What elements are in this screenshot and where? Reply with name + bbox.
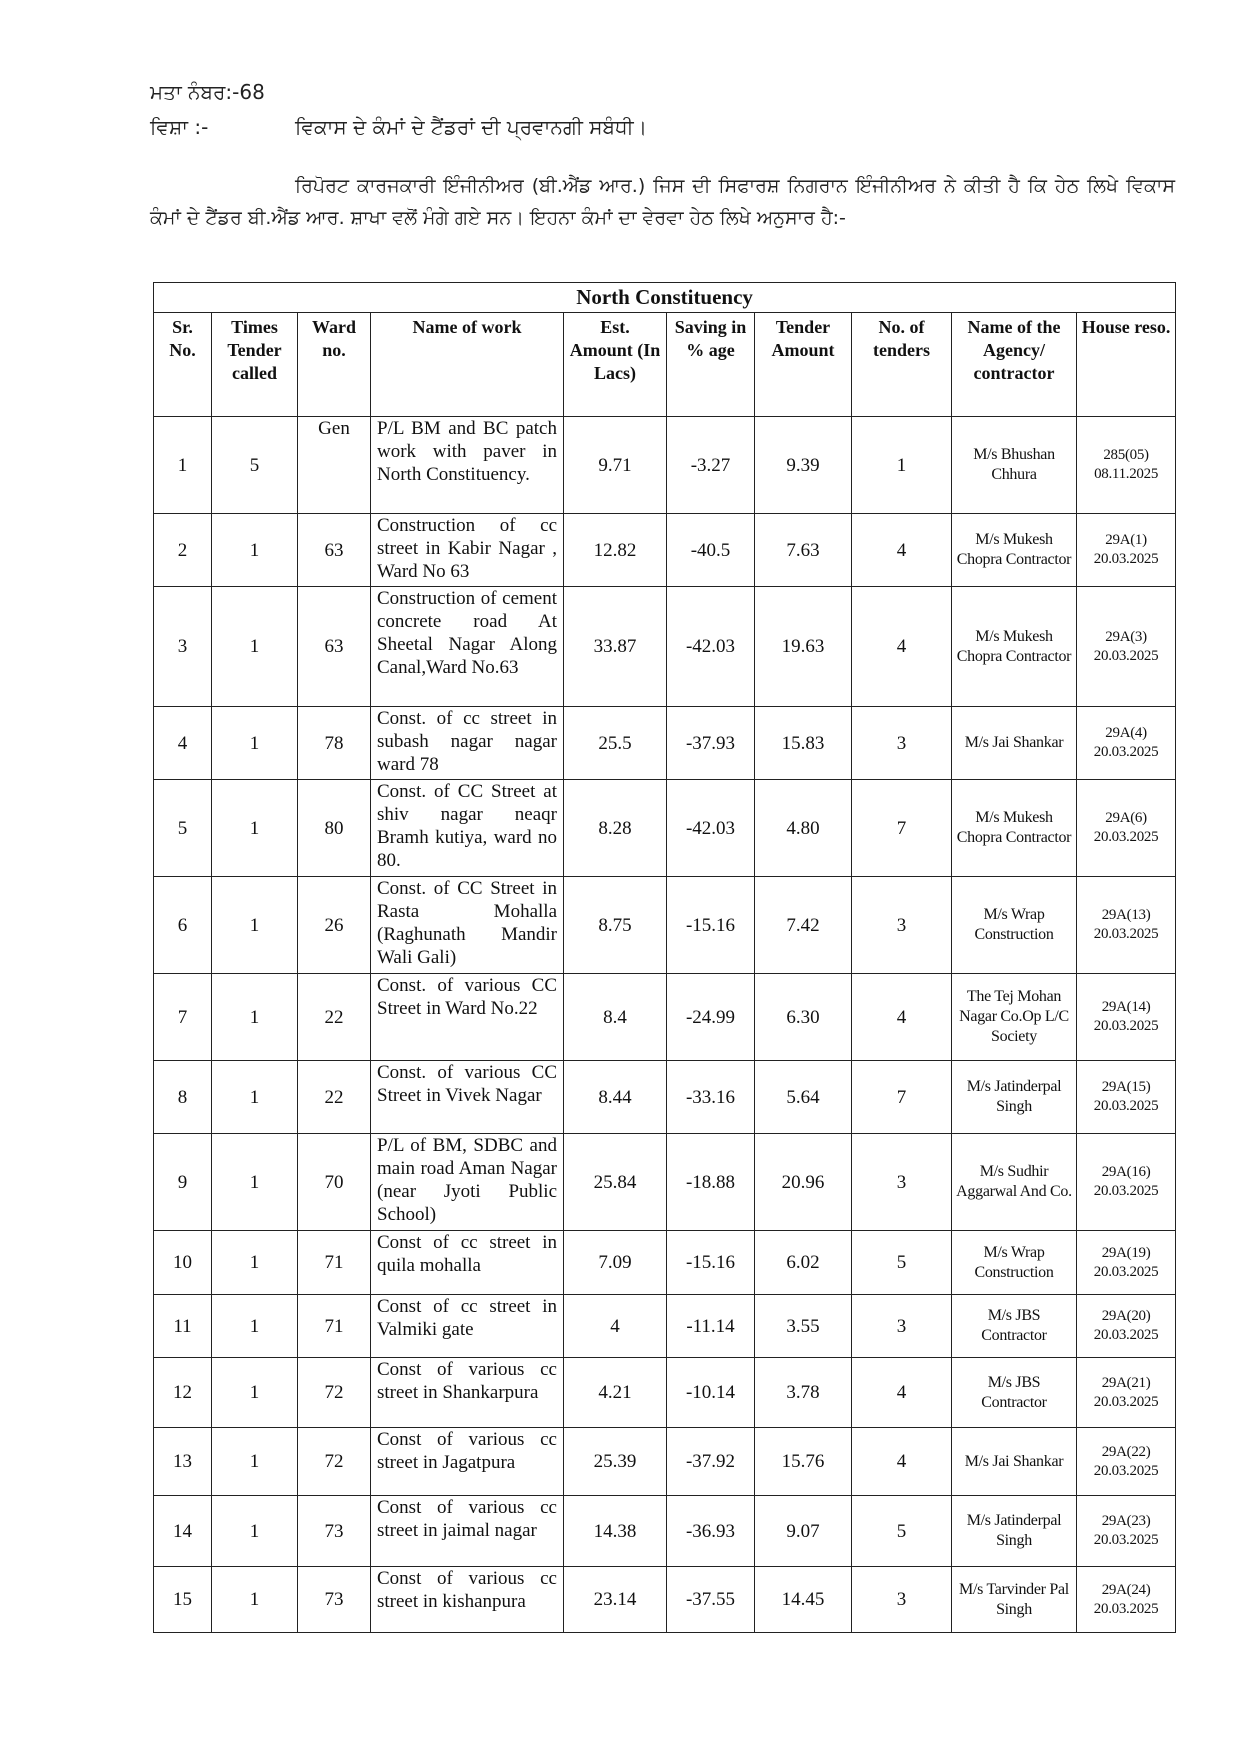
reso-number: 29A(19)	[1101, 1244, 1151, 1261]
cell-saving: -42.03	[667, 587, 755, 707]
cell-house-reso	[1077, 1295, 1176, 1358]
cell-name-of-work: Const. of various CC Street in Vivek Nagar	[371, 1061, 564, 1134]
cell-sr-no: 14	[154, 1496, 212, 1567]
cell-tender-amount: 19.63	[755, 587, 852, 707]
cell-est-amount: 9.71	[564, 417, 667, 514]
reso-number: 29A(13)	[1101, 907, 1151, 923]
cell-agency: M/s Bhushan Chhura	[952, 417, 1077, 514]
cell-est-amount: 4	[564, 1295, 667, 1358]
table-row	[154, 514, 1176, 587]
reso-number: 29A(21)	[1101, 1374, 1151, 1391]
table-row	[154, 1358, 1176, 1428]
cell-name-of-work: Const. of cc street in subash nagar nagar ward 78	[371, 707, 564, 780]
cell-saving: -42.03	[667, 780, 755, 877]
cell-est-amount: 25.84	[564, 1134, 667, 1231]
reso-date: 20.03.2025	[1093, 1018, 1159, 1034]
reso-number: 29A(16)	[1101, 1164, 1151, 1180]
cell-ward-no: 63	[298, 514, 371, 587]
table-row	[154, 1061, 1176, 1134]
cell-name-of-work: Const of cc street in Valmiki gate	[371, 1295, 564, 1358]
cell-times-tender-called: 1	[212, 587, 298, 707]
cell-no-of-tenders: 3	[852, 877, 952, 974]
reso-date: 20.03.2025	[1093, 1327, 1159, 1343]
col-header-ward-no: Ward no.	[298, 313, 371, 417]
cell-name-of-work: Const. of CC Street in Rasta Mohalla (Raghunath Mandir Wali Gali)	[371, 877, 564, 974]
cell-no-of-tenders: 7	[852, 1061, 952, 1134]
reso-date: 20.03.2025	[1093, 1532, 1159, 1548]
cell-times-tender-called: 1	[212, 1496, 298, 1567]
reso-number: 29A(24)	[1101, 1581, 1151, 1598]
cell-name-of-work: Const of various cc street in jaimal nagar	[371, 1496, 564, 1567]
cell-name-of-work: Const. of CC Street at shiv nagar neaqr Bramh kutiya, ward no 80.	[371, 780, 564, 877]
reso-number: 29A(14)	[1101, 999, 1151, 1015]
table-row	[154, 1567, 1176, 1633]
cell-saving: -11.14	[667, 1295, 755, 1358]
reso-number: 29A(20)	[1101, 1308, 1151, 1324]
cell-name-of-work: Const of various cc street in Jagatpura	[371, 1428, 564, 1496]
cell-name-of-work: Construction of cc street in Kabir Nagar , Ward No 63	[371, 514, 564, 587]
cell-sr-no: 15	[154, 1567, 212, 1633]
cell-saving: -37.92	[667, 1428, 755, 1496]
cell-no-of-tenders: 4	[852, 1428, 952, 1496]
cell-est-amount: 8.28	[564, 780, 667, 877]
cell-agency: M/s Mukesh Chopra Contractor	[952, 780, 1077, 877]
cell-name-of-work: P/L BM and BC patch work with paver in North Constituency.	[371, 417, 564, 514]
table-row	[154, 587, 1176, 707]
reso-number: 285(05)	[1103, 447, 1149, 463]
table-row	[154, 1231, 1176, 1295]
reso-number: 29A(4)	[1105, 725, 1147, 741]
cell-house-reso	[1077, 587, 1176, 707]
table-row	[154, 780, 1176, 877]
table-row	[154, 1428, 1176, 1496]
cell-house-reso	[1077, 1358, 1176, 1428]
cell-saving: -37.55	[667, 1567, 755, 1633]
report-paragraph: ਰਿਪੋਰਟ ਕਾਰਜਕਾਰੀ ਇੰਜੀਨੀਅਰ (ਬੀ.ਐਂਡ ਆਰ.) ਜਿਸ ਦੀ ਸਿਫਾਰਸ਼ ਨਿਗਰਾਨ ਇੰਜੀਨੀਅਰ ਨੇ ਕੀਤੀ ਹੈ ਕਿ ਹੇਠ ਲਿਖੇ ਵਿਕਾਸ ਕੰਮਾਂ ਦੇ ਟੈਂਡਰ ਬੀ.ਐਂਡ ਆਰ. ਸ਼ਾਖਾ ਵਲੋਂ ਮੰਗੇ ਗਏ ਸਨ। ਇਹਨਾ ਕੰਮਾਂ ਦਾ ਵੇਰਵਾ ਹੇਠ ਲਿਖੇ ਅਨੁਸਾਰ ਹੈ:-	[150, 175, 1175, 229]
cell-tender-amount: 15.76	[755, 1428, 852, 1496]
col-header-tender-amount: Tender Amount	[755, 313, 852, 417]
table-title: North Constituency	[154, 283, 1176, 313]
cell-times-tender-called: 1	[212, 1295, 298, 1358]
cell-tender-amount: 6.30	[755, 974, 852, 1061]
reso-date: 20.03.2025	[1093, 551, 1159, 567]
cell-house-reso	[1077, 514, 1176, 587]
cell-agency: M/s Mukesh Chopra Contractor	[952, 587, 1077, 707]
cell-est-amount: 4.21	[564, 1358, 667, 1428]
cell-name-of-work: Const of cc street in quila mohalla	[371, 1231, 564, 1295]
cell-house-reso	[1077, 1567, 1176, 1633]
cell-sr-no: 1	[154, 417, 212, 514]
cell-saving: -24.99	[667, 974, 755, 1061]
cell-ward-no: 71	[298, 1231, 371, 1295]
cell-tender-amount: 3.55	[755, 1295, 852, 1358]
cell-tender-amount: 9.07	[755, 1496, 852, 1567]
cell-ward-no: 78	[298, 707, 371, 780]
cell-times-tender-called: 1	[212, 1061, 298, 1134]
cell-no-of-tenders: 3	[852, 707, 952, 780]
cell-tender-amount: 15.83	[755, 707, 852, 780]
table-row	[154, 1496, 1176, 1567]
cell-agency: M/s Wrap Construction	[952, 1231, 1077, 1295]
cell-no-of-tenders: 3	[852, 1134, 952, 1231]
cell-agency: M/s Jai Shankar	[952, 707, 1077, 780]
col-header-times-tender-called: Times Tender called	[212, 313, 298, 417]
cell-est-amount: 7.09	[564, 1231, 667, 1295]
table-row	[154, 1295, 1176, 1358]
reso-date: 20.03.2025	[1093, 1393, 1159, 1410]
reso-date: 20.03.2025	[1093, 926, 1159, 942]
cell-tender-amount: 4.80	[755, 780, 852, 877]
cell-sr-no: 9	[154, 1134, 212, 1231]
cell-ward-no: 80	[298, 780, 371, 877]
cell-est-amount: 25.39	[564, 1428, 667, 1496]
cell-no-of-tenders: 4	[852, 974, 952, 1061]
subject-text: ਵਿਕਾਸ ਦੇ ਕੰਮਾਂ ਦੇ ਟੈਂਡਰਾਂ ਦੀ ਪ੍ਰਵਾਨਗੀ ਸਬੰਧੀ।	[295, 115, 648, 139]
cell-house-reso	[1077, 974, 1176, 1061]
cell-sr-no: 10	[154, 1231, 212, 1295]
cell-est-amount: 23.14	[564, 1567, 667, 1633]
cell-name-of-work: P/L of BM, SDBC and main road Aman Nagar (near Jyoti Public School)	[371, 1134, 564, 1231]
cell-saving: -18.88	[667, 1134, 755, 1231]
cell-sr-no: 4	[154, 707, 212, 780]
cell-sr-no: 5	[154, 780, 212, 877]
cell-times-tender-called: 1	[212, 707, 298, 780]
cell-sr-no: 7	[154, 974, 212, 1061]
cell-no-of-tenders: 7	[852, 780, 952, 877]
cell-house-reso	[1077, 1231, 1176, 1295]
cell-name-of-work: Const of various cc street in Shankarpura	[371, 1358, 564, 1428]
cell-house-reso	[1077, 1428, 1176, 1496]
reso-number: 29A(3)	[1105, 628, 1147, 645]
table-row	[154, 974, 1176, 1061]
cell-ward-no: 26	[298, 877, 371, 974]
reso-date: 20.03.2025	[1093, 744, 1159, 760]
cell-tender-amount: 7.63	[755, 514, 852, 587]
reso-date: 20.03.2025	[1093, 1600, 1159, 1617]
cell-tender-amount: 3.78	[755, 1358, 852, 1428]
cell-saving: -33.16	[667, 1061, 755, 1134]
cell-house-reso	[1077, 1496, 1176, 1567]
cell-sr-no: 13	[154, 1428, 212, 1496]
resolution-number: ਮਤਾ ਨੰਬਰ:-68	[150, 80, 265, 104]
cell-saving: -10.14	[667, 1358, 755, 1428]
table-row	[154, 1134, 1176, 1231]
cell-tender-amount: 7.42	[755, 877, 852, 974]
col-header-no-of-tenders: No. of tenders	[852, 313, 952, 417]
cell-agency: M/s Wrap Construction	[952, 877, 1077, 974]
cell-sr-no: 11	[154, 1295, 212, 1358]
reso-number: 29A(22)	[1101, 1443, 1151, 1460]
cell-sr-no: 6	[154, 877, 212, 974]
reso-number: 29A(23)	[1101, 1513, 1151, 1529]
cell-est-amount: 25.5	[564, 707, 667, 780]
cell-sr-no: 8	[154, 1061, 212, 1134]
col-header-name-of-work: Name of work	[371, 313, 564, 417]
col-header-sr-no: Sr. No.	[154, 313, 212, 417]
cell-ward-no: 73	[298, 1567, 371, 1633]
cell-times-tender-called: 1	[212, 1358, 298, 1428]
cell-no-of-tenders: 5	[852, 1231, 952, 1295]
cell-agency: The Tej Mohan Nagar Co.Op L/C Society	[952, 974, 1077, 1061]
table-row	[154, 877, 1176, 974]
reso-number: 29A(15)	[1101, 1079, 1151, 1095]
cell-ward-no: 72	[298, 1358, 371, 1428]
cell-tender-amount: 20.96	[755, 1134, 852, 1231]
reso-date: 08.11.2025	[1094, 466, 1159, 482]
cell-name-of-work: Const. of various CC Street in Ward No.22	[371, 974, 564, 1061]
cell-ward-no: 73	[298, 1496, 371, 1567]
cell-house-reso	[1077, 780, 1176, 877]
cell-house-reso	[1077, 417, 1176, 514]
cell-no-of-tenders: 5	[852, 1496, 952, 1567]
cell-ward-no: 22	[298, 1061, 371, 1134]
cell-house-reso	[1077, 1061, 1176, 1134]
cell-times-tender-called: 1	[212, 974, 298, 1061]
cell-no-of-tenders: 4	[852, 514, 952, 587]
cell-times-tender-called: 1	[212, 780, 298, 877]
cell-ward-no: 71	[298, 1295, 371, 1358]
cell-ward-no: 70	[298, 1134, 371, 1231]
cell-ward-no: Gen	[298, 417, 371, 514]
cell-no-of-tenders: 4	[852, 1358, 952, 1428]
cell-house-reso	[1077, 707, 1176, 780]
cell-sr-no: 3	[154, 587, 212, 707]
cell-saving: -3.27	[667, 417, 755, 514]
cell-sr-no: 12	[154, 1358, 212, 1428]
reso-number: 29A(6)	[1105, 810, 1147, 826]
cell-ward-no: 72	[298, 1428, 371, 1496]
table-row	[154, 417, 1176, 514]
col-header-agency: Name of the Agency/ contractor	[952, 313, 1077, 417]
cell-agency: M/s Sudhir Aggarwal And Co.	[952, 1134, 1077, 1231]
cell-est-amount: 8.75	[564, 877, 667, 974]
cell-saving: -15.16	[667, 1231, 755, 1295]
cell-agency: M/s Mukesh Chopra Contractor	[952, 514, 1077, 587]
cell-no-of-tenders: 4	[852, 587, 952, 707]
cell-house-reso	[1077, 1134, 1176, 1231]
cell-saving: -37.93	[667, 707, 755, 780]
cell-times-tender-called: 1	[212, 1231, 298, 1295]
cell-times-tender-called: 1	[212, 1567, 298, 1633]
reso-date: 20.03.2025	[1093, 1263, 1159, 1280]
cell-times-tender-called: 1	[212, 877, 298, 974]
cell-no-of-tenders: 1	[852, 417, 952, 514]
cell-tender-amount: 9.39	[755, 417, 852, 514]
cell-agency: M/s JBS Contractor	[952, 1295, 1077, 1358]
cell-agency: M/s Jatinderpal Singh	[952, 1061, 1077, 1134]
cell-sr-no: 2	[154, 514, 212, 587]
cell-est-amount: 12.82	[564, 514, 667, 587]
reso-date: 20.03.2025	[1093, 647, 1159, 664]
reso-date: 20.03.2025	[1093, 1462, 1159, 1479]
cell-times-tender-called: 1	[212, 1134, 298, 1231]
table-row	[154, 707, 1176, 780]
cell-name-of-work: Const of various cc street in kishanpura	[371, 1567, 564, 1633]
reso-date: 20.03.2025	[1093, 1098, 1159, 1114]
cell-agency: M/s Jatinderpal Singh	[952, 1496, 1077, 1567]
cell-no-of-tenders: 3	[852, 1567, 952, 1633]
cell-saving: -40.5	[667, 514, 755, 587]
reso-date: 20.03.2025	[1093, 1183, 1159, 1199]
cell-ward-no: 63	[298, 587, 371, 707]
cell-name-of-work: Construction of cement concrete road At Sheetal Nagar Along Canal,Ward No.63	[371, 587, 564, 707]
cell-times-tender-called: 1	[212, 514, 298, 587]
tenders-table	[153, 282, 1176, 1633]
cell-tender-amount: 14.45	[755, 1567, 852, 1633]
cell-times-tender-called: 5	[212, 417, 298, 514]
table-header-row	[154, 313, 1176, 417]
cell-no-of-tenders: 3	[852, 1295, 952, 1358]
cell-agency: M/s JBS Contractor	[952, 1358, 1077, 1428]
cell-times-tender-called: 1	[212, 1428, 298, 1496]
table-body	[154, 417, 1176, 1633]
cell-est-amount: 8.4	[564, 974, 667, 1061]
cell-tender-amount: 5.64	[755, 1061, 852, 1134]
cell-est-amount: 14.38	[564, 1496, 667, 1567]
cell-est-amount: 8.44	[564, 1061, 667, 1134]
cell-est-amount: 33.87	[564, 587, 667, 707]
col-header-house-reso: House reso.	[1077, 313, 1176, 417]
reso-date: 20.03.2025	[1093, 829, 1159, 845]
cell-saving: -15.16	[667, 877, 755, 974]
cell-ward-no: 22	[298, 974, 371, 1061]
cell-agency: M/s Tarvinder Pal Singh	[952, 1567, 1077, 1633]
cell-tender-amount: 6.02	[755, 1231, 852, 1295]
cell-saving: -36.93	[667, 1496, 755, 1567]
reso-number: 29A(1)	[1105, 532, 1147, 548]
cell-house-reso	[1077, 877, 1176, 974]
cell-agency: M/s Jai Shankar	[952, 1428, 1077, 1496]
col-header-est-amount: Est. Amount (In Lacs)	[564, 313, 667, 417]
subject-label: ਵਿਸ਼ਾ :-	[150, 115, 209, 139]
col-header-saving: Saving in % age	[667, 313, 755, 417]
